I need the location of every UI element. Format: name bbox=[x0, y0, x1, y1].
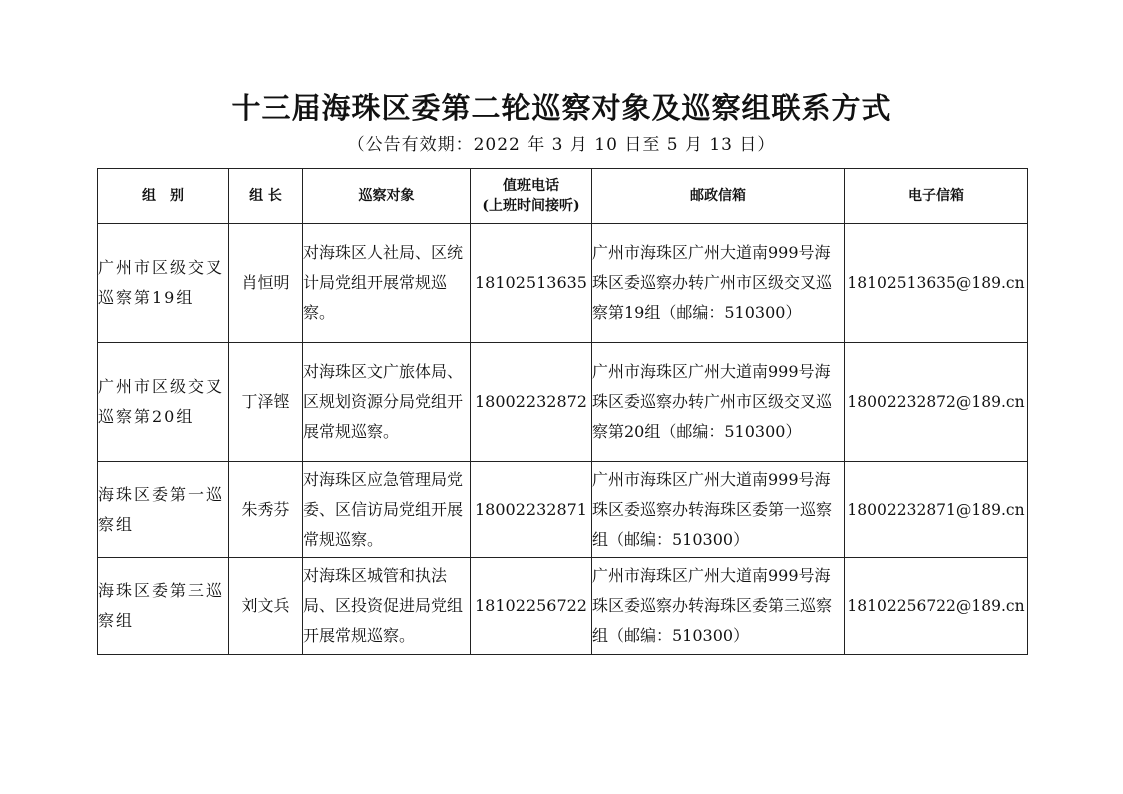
email-cell: 18002232872@189.cn bbox=[845, 343, 1028, 462]
header-email: 电子信箱 bbox=[845, 169, 1028, 224]
table-row bbox=[98, 224, 1028, 343]
table-row bbox=[98, 558, 1028, 655]
contacts-table bbox=[97, 168, 1028, 655]
email-cell: 18102256722@189.cn bbox=[845, 558, 1028, 655]
group-cell: 海珠区委第三巡察组 bbox=[98, 558, 229, 655]
header-phone-line2: (上班时间接听) bbox=[482, 198, 580, 214]
table-header-row bbox=[98, 169, 1028, 224]
phone-cell: 18102256722 bbox=[471, 558, 592, 655]
table-row bbox=[98, 343, 1028, 462]
leader-cell: 刘文兵 bbox=[229, 558, 303, 655]
address-cell: 广州市海珠区广州大道南999号海珠区委巡察办转海珠区委第三巡察组（邮编：510300） bbox=[592, 558, 845, 655]
target-cell: 对海珠区人社局、区统计局党组开展常规巡察。 bbox=[303, 224, 471, 343]
email-cell: 18002232871@189.cn bbox=[845, 462, 1028, 558]
header-phone bbox=[471, 169, 592, 224]
address-cell: 广州市海珠区广州大道南999号海珠区委巡察办转海珠区委第一巡察组（邮编：510300） bbox=[592, 462, 845, 558]
header-target: 巡察对象 bbox=[303, 169, 471, 224]
leader-cell: 肖恒明 bbox=[229, 224, 303, 343]
leader-cell: 朱秀芬 bbox=[229, 462, 303, 558]
address-cell: 广州市海珠区广州大道南999号海珠区委巡察办转广州市区级交叉巡察第20组（邮编：510300） bbox=[592, 343, 845, 462]
header-address: 邮政信箱 bbox=[592, 169, 845, 224]
phone-cell: 18002232872 bbox=[471, 343, 592, 462]
header-phone-line1: 值班电话 bbox=[503, 178, 559, 194]
address-cell: 广州市海珠区广州大道南999号海珠区委巡察办转广州市区级交叉巡察第19组（邮编：510300） bbox=[592, 224, 845, 343]
group-cell: 广州市区级交叉巡察第20组 bbox=[98, 343, 229, 462]
header-leader: 组 长 bbox=[229, 169, 303, 224]
target-cell: 对海珠区文广旅体局、区规划资源分局党组开展常规巡察。 bbox=[303, 343, 471, 462]
target-cell: 对海珠区城管和执法局、区投资促进局党组开展常规巡察。 bbox=[303, 558, 471, 655]
email-cell: 18102513635@189.cn bbox=[845, 224, 1028, 343]
phone-cell: 18002232871 bbox=[471, 462, 592, 558]
document-subtitle: （公告有效期：2022 年 3 月 10 日至 5 月 13 日） bbox=[347, 135, 776, 155]
phone-cell: 18102513635 bbox=[471, 224, 592, 343]
table-row bbox=[98, 462, 1028, 558]
group-cell: 广州市区级交叉巡察第19组 bbox=[98, 224, 229, 343]
group-cell: 海珠区委第一巡察组 bbox=[98, 462, 229, 558]
leader-cell: 丁泽铿 bbox=[229, 343, 303, 462]
target-cell: 对海珠区应急管理局党委、区信访局党组开展常规巡察。 bbox=[303, 462, 471, 558]
document-title: 十三届海珠区委第二轮巡察对象及巡察组联系方式 bbox=[231, 91, 892, 125]
header-group: 组 别 bbox=[98, 169, 229, 224]
